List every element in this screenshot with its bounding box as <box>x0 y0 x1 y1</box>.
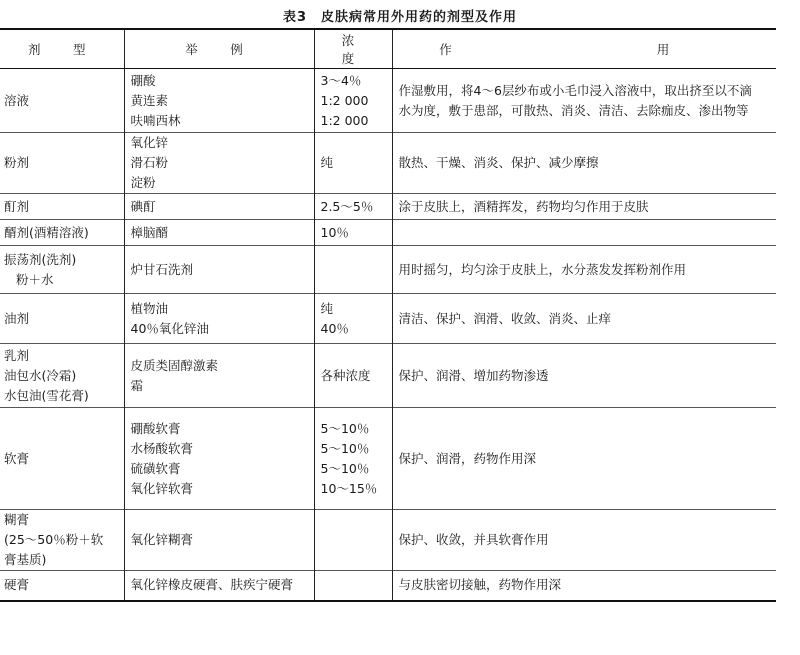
cell-line: 滑石粉 <box>130 155 169 170</box>
example-cell <box>124 133 314 194</box>
effect-cell <box>392 571 776 601</box>
cell-line: 淀粉 <box>130 175 156 190</box>
cell-line: 软膏 <box>4 450 30 466</box>
example-cell <box>124 571 314 601</box>
cell-line: 碘酊 <box>130 198 156 214</box>
example-cell <box>124 294 314 344</box>
effect-cell <box>392 133 776 194</box>
example-cell <box>124 408 314 510</box>
cell-line: 振荡剂(洗剂) <box>4 251 77 267</box>
cell-line: 膏基质) <box>4 552 47 567</box>
cell-line: 糊膏 <box>4 512 30 527</box>
table-row <box>0 344 776 408</box>
table-row <box>0 220 776 246</box>
cell-line: 作湿敷用，将4～6层纱布或小毛巾浸入溶液中，取出挤至以不滴 <box>398 82 752 98</box>
example-cell <box>124 344 314 408</box>
effect-cell <box>392 220 776 246</box>
cell-line: (25～50％粉＋软 <box>4 532 104 547</box>
form-cell <box>0 571 124 601</box>
form-cell <box>0 194 124 220</box>
cell-line: 与皮肤密切接触，药物作用深 <box>398 577 562 593</box>
cell-line: 保护、润滑，药物作用深 <box>398 450 537 466</box>
effect-cell <box>392 408 776 510</box>
form-cell <box>0 69 124 133</box>
cell-line: 氧化锌糊膏 <box>130 532 194 547</box>
table-row <box>0 133 776 194</box>
form-cell <box>0 220 124 246</box>
header-row <box>0 29 776 69</box>
cell-line: 乳剂 <box>4 347 30 363</box>
cell-line: 散热、干燥、消炎、保护、减少摩擦 <box>398 155 599 170</box>
cell-line: 黄连素 <box>130 92 169 108</box>
cell-line: 水杨酸软膏 <box>130 440 194 456</box>
table-row <box>0 69 776 133</box>
cell-line: 氧化锌橡皮硬膏、肤疾宁硬膏 <box>130 577 294 593</box>
concentration-cell <box>314 510 392 571</box>
effect-cell <box>392 246 776 294</box>
cell-line: 呋喃西林 <box>130 112 181 128</box>
cell-line: 粉剂 <box>4 155 30 170</box>
cell-line: 硫磺软膏 <box>130 460 181 476</box>
cell-line: 粉＋水 <box>16 271 54 287</box>
cell-line: 水为度，敷于患部，可散热、消炎、清洁、去除痂皮、渗出物等 <box>398 102 749 118</box>
cell-line: 2.5～5％ <box>320 198 374 214</box>
cell-line: 40％ <box>320 320 349 336</box>
cell-line: 40％氧化锌油 <box>130 320 209 336</box>
table-caption: 表3 皮肤病常用外用药的剂型及作用 <box>282 10 518 25</box>
header-example: 举 例 <box>124 29 314 69</box>
concentration-cell <box>314 571 392 601</box>
cell-line: 10％ <box>320 224 349 240</box>
cell-line: 炉甘石洗剂 <box>130 261 194 277</box>
cell-line: 油剂 <box>4 310 30 326</box>
form-cell <box>0 408 124 510</box>
concentration-cell <box>314 408 392 510</box>
concentration-cell <box>314 69 392 133</box>
cell-line: 1:2 000 <box>320 112 369 128</box>
concentration-cell <box>314 220 392 246</box>
cell-line: 樟脑醑 <box>130 224 169 240</box>
cell-line: 5～10％ <box>320 460 370 476</box>
example-cell <box>124 510 314 571</box>
cell-line: 水包油(雪花膏) <box>4 387 89 403</box>
cell-line: 溶液 <box>4 92 30 108</box>
dosage-form-table <box>0 28 776 602</box>
example-cell <box>124 194 314 220</box>
cell-line: 纯 <box>320 300 334 316</box>
concentration-cell <box>314 246 392 294</box>
cell-line: 1:2 000 <box>320 92 369 108</box>
table-row <box>0 246 776 294</box>
cell-line: 硼酸 <box>130 72 156 88</box>
cell-line: 植物油 <box>130 300 169 316</box>
cell-line: 皮质类固醇激素 <box>130 357 219 373</box>
cell-line: 10～15％ <box>320 480 378 496</box>
table-row <box>0 294 776 344</box>
table-row <box>0 510 776 571</box>
form-cell <box>0 344 124 408</box>
form-cell <box>0 133 124 194</box>
table-row <box>0 408 776 510</box>
concentration-cell <box>314 194 392 220</box>
form-cell <box>0 294 124 344</box>
cell-line: 保护、收敛，并具软膏作用 <box>398 532 549 547</box>
cell-line: 醑剂(酒精溶液) <box>4 224 89 240</box>
header-form: 剂 型 <box>0 29 124 69</box>
table-row <box>0 571 776 601</box>
cell-line: 硬膏 <box>4 577 30 593</box>
effect-cell <box>392 344 776 408</box>
cell-line: 霜 <box>130 377 144 393</box>
cell-line: 5～10％ <box>320 440 370 456</box>
cell-line: 5～10％ <box>320 420 370 436</box>
cell-line: 清洁、保护、润滑、收敛、消炎、止痒 <box>398 310 612 326</box>
cell-line: 氧化锌软膏 <box>130 480 194 496</box>
form-cell <box>0 510 124 571</box>
effect-cell <box>392 510 776 571</box>
example-cell <box>124 69 314 133</box>
header-concentration: 浓 度 <box>314 29 392 69</box>
cell-line: 各种浓度 <box>320 367 371 383</box>
cell-line: 涂于皮肤上，酒精挥发，药物均匀作用于皮肤 <box>398 198 649 214</box>
concentration-cell <box>314 133 392 194</box>
cell-line: 纯 <box>320 155 334 170</box>
cell-line: 用时摇匀，均匀涂于皮肤上，水分蒸发发挥粉剂作用 <box>398 261 687 277</box>
concentration-cell <box>314 344 392 408</box>
cell-line: 酊剂 <box>4 198 30 214</box>
effect-cell <box>392 194 776 220</box>
cell-line: 油包水(冷霜) <box>4 367 77 383</box>
table-row <box>0 194 776 220</box>
cell-line: 3～4％ <box>320 72 362 88</box>
cell-line: 保护、润滑、增加药物渗透 <box>398 367 549 383</box>
cell-line: 硼酸软膏 <box>130 420 181 436</box>
example-cell <box>124 246 314 294</box>
cell-line: 氧化锌 <box>130 135 169 150</box>
form-cell <box>0 246 124 294</box>
effect-cell <box>392 69 776 133</box>
concentration-cell <box>314 294 392 344</box>
effect-cell <box>392 294 776 344</box>
header-effect: 作 用 <box>392 29 776 69</box>
example-cell <box>124 220 314 246</box>
